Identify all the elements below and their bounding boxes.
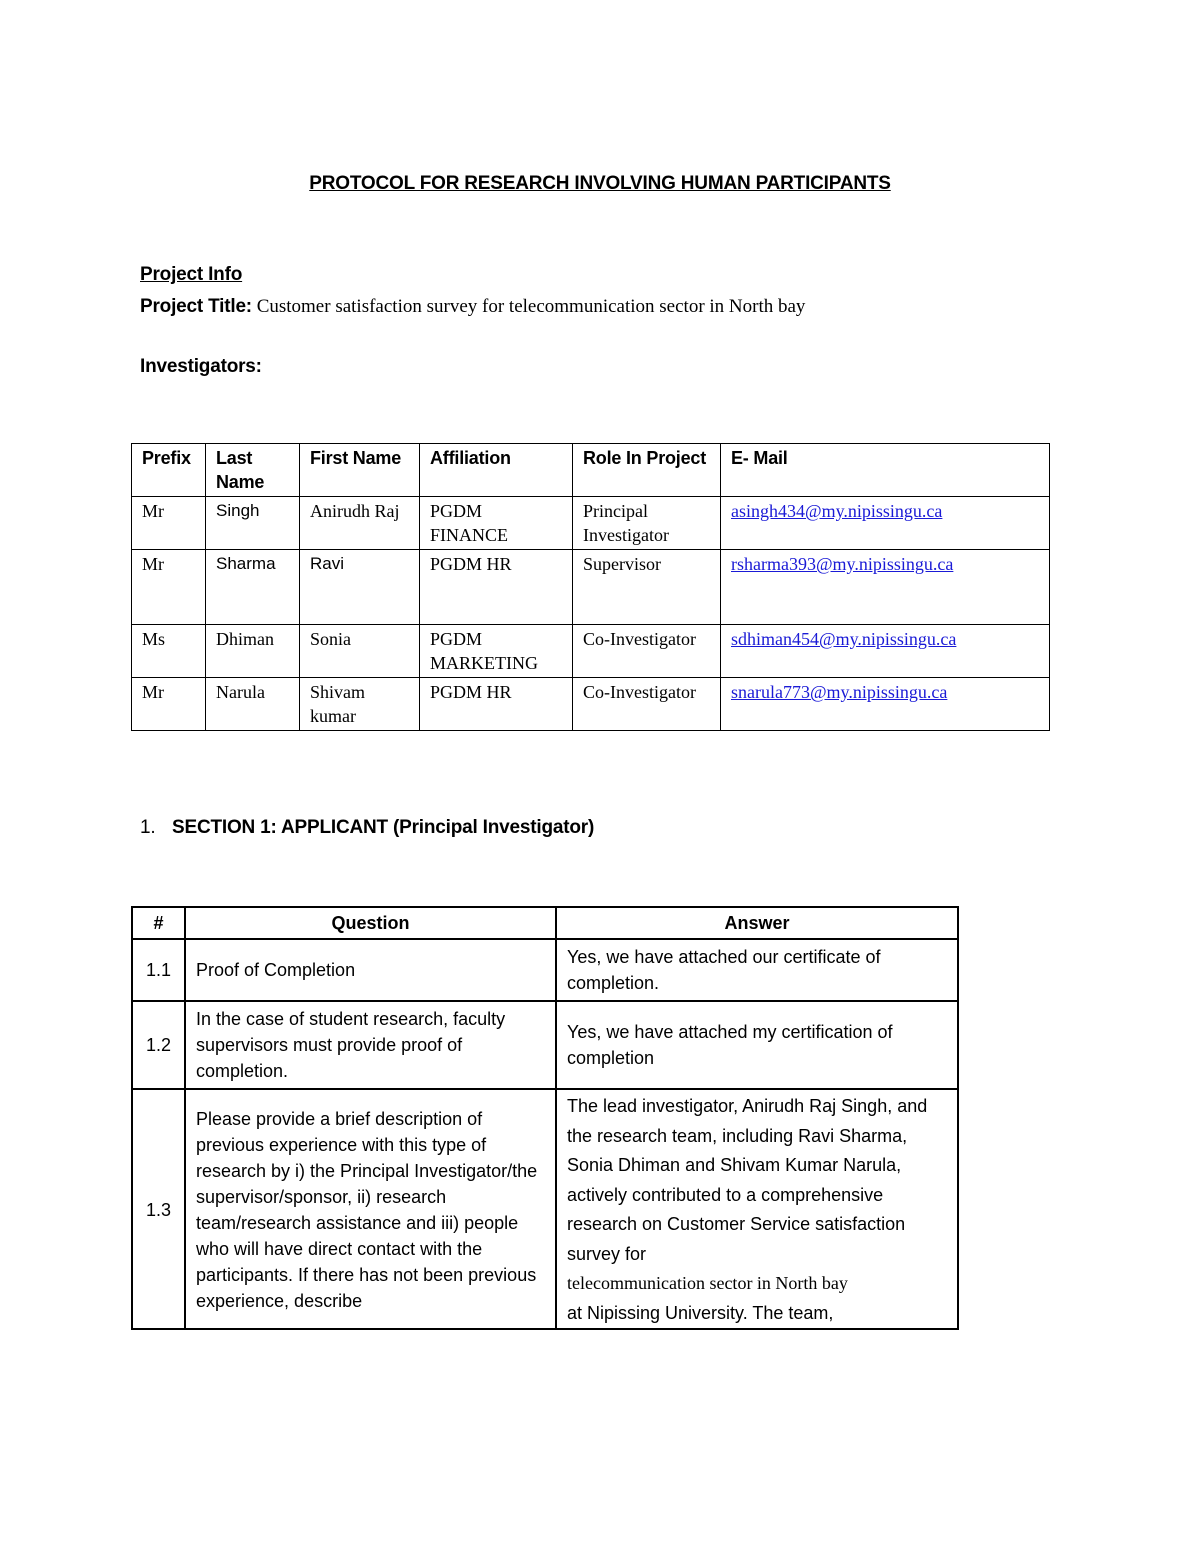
cell-first-name: Anirudh Raj [300,497,420,550]
table-row [132,939,958,1001]
cell-email [721,550,1050,625]
email-link[interactable]: snarula773@my.nipissingu.ca [731,682,948,702]
cell-email [721,497,1050,550]
table-row [132,497,1050,550]
cell-prefix: Mr [132,550,206,625]
question-number: 1.2 [132,1001,185,1089]
question-text: Proof of Completion [185,939,556,1001]
questions-table [131,906,959,1330]
header-last-name: Last Name [206,444,300,497]
table-row [132,678,1050,731]
cell-affiliation: PGDM MARKETING [420,625,573,678]
answer-text: Yes, we have attached our certificate of completion. [556,939,958,1001]
investigators-label: Investigators: [140,356,262,377]
cell-first-name: Sonia [300,625,420,678]
section-number: 1. [140,817,156,838]
cell-last-name: Narula [206,678,300,731]
answer-text: Yes, we have attached my certification of completion [556,1001,958,1089]
project-title-label: Project Title: [140,296,252,317]
cell-role: Principal Investigator [573,497,721,550]
header-question: Question [185,907,556,939]
cell-prefix: Mr [132,678,206,731]
cell-affiliation: PGDM HR [420,550,573,625]
project-title-line [140,296,805,318]
question-number: 1.3 [132,1089,185,1329]
cell-affiliation: PGDM FINANCE [420,497,573,550]
cell-email [721,678,1050,731]
header-first-name: First Name [300,444,420,497]
header-email: E- Mail [721,444,1050,497]
header-answer: Answer [556,907,958,939]
cell-prefix: Ms [132,625,206,678]
cell-role: Co-Investigator [573,678,721,731]
answer-text [556,1089,958,1329]
header-prefix: Prefix [132,444,206,497]
cell-email [721,625,1050,678]
answer-part: The lead investigator, Anirudh Raj Singh, and the research team, including Ravi Sharma, Sonia Dhiman and Shivam Kumar Narula, actively contributed to a comprehensive research on Customer Service satisfaction survey for [567,1096,928,1264]
question-number: 1.1 [132,939,185,1001]
section-title: SECTION 1: APPLICANT (Principal Investigator) [172,817,595,838]
table-row [132,1089,958,1329]
email-link[interactable]: asingh434@my.nipissingu.ca [731,501,943,521]
table-row [132,625,1050,678]
cell-last-name: Singh [206,497,300,550]
cell-last-name: Sharma [206,550,300,625]
answer-part: at Nipissing University. The team, [567,1302,834,1323]
answer-part: telecommunication sector in North bay [567,1273,848,1293]
project-info-heading: Project Info [140,264,243,285]
cell-prefix: Mr [132,497,206,550]
cell-last-name: Dhiman [206,625,300,678]
header-affiliation: Affiliation [420,444,573,497]
email-link[interactable]: sdhiman454@my.nipissingu.ca [731,629,957,649]
investigators-table [131,443,1050,731]
cell-role: Co-Investigator [573,625,721,678]
investigators-header-row [132,444,1050,497]
table-row [132,1001,958,1089]
questions-header-row [132,907,958,939]
cell-affiliation: PGDM HR [420,678,573,731]
email-link[interactable]: rsharma393@my.nipissingu.ca [731,554,954,574]
question-text: In the case of student research, faculty supervisors must provide proof of completion. [185,1001,556,1089]
section-1-heading [140,817,594,839]
cell-first-name: Ravi [300,550,420,625]
document-title: PROTOCOL FOR RESEARCH INVOLVING HUMAN PARTICIPANTS [309,173,891,194]
question-text: Please provide a brief description of previous experience with this type of research by i) the Principal Investigator/the supervisor/sponsor, ii) research team/research assistance and iii) people who will have direct contact with the participants. If there has not been previous experience, describe [185,1089,556,1329]
project-title-value: Customer satisfaction survey for telecommunication sector in North bay [251,296,806,317]
cell-role: Supervisor [573,550,721,625]
header-num: # [132,907,185,939]
header-role: Role In Project [573,444,721,497]
table-row [132,550,1050,625]
cell-first-name: Shivam kumar [300,678,420,731]
